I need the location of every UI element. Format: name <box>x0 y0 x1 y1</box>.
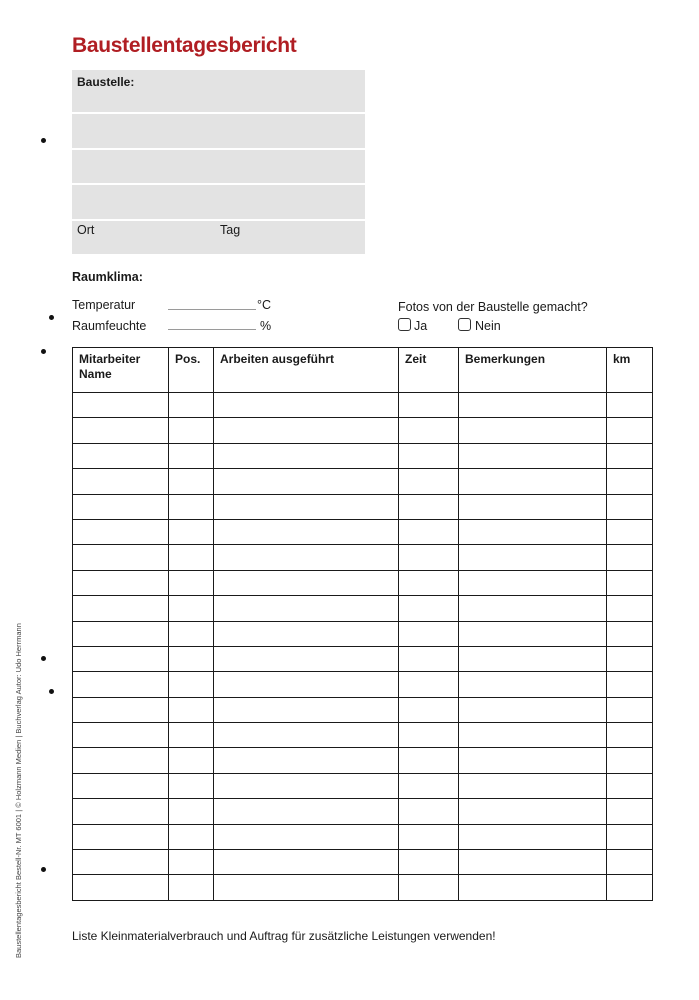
table-row <box>73 672 653 697</box>
cell-time[interactable] <box>399 469 459 494</box>
table-body <box>73 393 653 901</box>
cell-work-done[interactable] <box>214 697 399 722</box>
room-climate-label: Raumklima: <box>72 270 143 284</box>
footer-note: Liste Kleinmaterialverbrauch und Auftrag für zusätzliche Leistungen verwenden! <box>72 929 496 943</box>
punch-hole <box>41 138 46 143</box>
cell-employee-name[interactable] <box>73 672 169 697</box>
cell-work-done[interactable] <box>214 748 399 773</box>
site-field-row-3[interactable] <box>72 150 365 183</box>
cell-remarks[interactable] <box>459 672 607 697</box>
cell-employee-name[interactable] <box>73 723 169 748</box>
table-row <box>73 697 653 722</box>
cell-remarks[interactable] <box>459 393 607 418</box>
cell-km[interactable] <box>607 672 653 697</box>
cell-position[interactable] <box>169 875 214 900</box>
table-row <box>73 621 653 646</box>
cell-work-done[interactable] <box>214 519 399 544</box>
site-info-box <box>72 70 365 254</box>
punch-hole <box>41 349 46 354</box>
cell-km[interactable] <box>607 773 653 798</box>
cell-position[interactable] <box>169 469 214 494</box>
cell-position[interactable] <box>169 494 214 519</box>
humidity-input-line[interactable] <box>168 329 256 330</box>
cell-employee-name[interactable] <box>73 748 169 773</box>
cell-position[interactable] <box>169 748 214 773</box>
cell-remarks[interactable] <box>459 443 607 468</box>
cell-employee-name[interactable] <box>73 570 169 595</box>
page-title: Baustellentagesbericht <box>72 34 297 57</box>
cell-remarks[interactable] <box>459 596 607 621</box>
site-field-row-5[interactable] <box>72 221 365 254</box>
cell-work-done[interactable] <box>214 723 399 748</box>
cell-remarks[interactable] <box>459 773 607 798</box>
cell-position[interactable] <box>169 850 214 875</box>
column-header-time: Zeit <box>399 348 459 393</box>
cell-km[interactable] <box>607 697 653 722</box>
table-row <box>73 570 653 595</box>
cell-time[interactable] <box>399 545 459 570</box>
cell-time[interactable] <box>399 697 459 722</box>
cell-employee-name[interactable] <box>73 697 169 722</box>
cell-work-done[interactable] <box>214 469 399 494</box>
table-row <box>73 723 653 748</box>
site-field-row-2[interactable] <box>72 114 365 148</box>
table-row <box>73 850 653 875</box>
temperature-unit: °C <box>257 298 272 312</box>
cell-work-done[interactable] <box>214 799 399 824</box>
cell-time[interactable] <box>399 723 459 748</box>
cell-employee-name[interactable] <box>73 824 169 849</box>
cell-work-done[interactable] <box>214 773 399 798</box>
photos-no-checkbox[interactable] <box>458 318 471 331</box>
punch-hole <box>49 315 54 320</box>
cell-position[interactable] <box>169 393 214 418</box>
cell-time[interactable] <box>399 418 459 443</box>
cell-work-done[interactable] <box>214 393 399 418</box>
site-label: Baustelle: <box>77 75 135 89</box>
cell-position[interactable] <box>169 596 214 621</box>
cell-position[interactable] <box>169 570 214 595</box>
cell-work-done[interactable] <box>214 875 399 900</box>
cell-employee-name[interactable] <box>73 443 169 468</box>
cell-employee-name[interactable] <box>73 469 169 494</box>
cell-position[interactable] <box>169 697 214 722</box>
cell-position[interactable] <box>169 824 214 849</box>
cell-time[interactable] <box>399 875 459 900</box>
cell-work-done[interactable] <box>214 646 399 671</box>
table-row <box>73 799 653 824</box>
cell-remarks[interactable] <box>459 469 607 494</box>
table-row <box>73 875 653 900</box>
table-row <box>73 748 653 773</box>
table-row <box>73 469 653 494</box>
cell-position[interactable] <box>169 646 214 671</box>
cell-work-done[interactable] <box>214 418 399 443</box>
table-row <box>73 824 653 849</box>
photos-yes-checkbox[interactable] <box>398 318 411 331</box>
punch-hole <box>49 689 54 694</box>
table-row <box>73 773 653 798</box>
cell-employee-name[interactable] <box>73 875 169 900</box>
table-row <box>73 646 653 671</box>
site-field-row-4[interactable] <box>72 185 365 219</box>
cell-km[interactable] <box>607 723 653 748</box>
cell-time[interactable] <box>399 646 459 671</box>
day-label: Tag <box>220 223 241 237</box>
photos-question: Fotos von der Baustelle gemacht? <box>398 300 588 314</box>
cell-remarks[interactable] <box>459 697 607 722</box>
cell-position[interactable] <box>169 799 214 824</box>
table-header-row <box>73 348 653 393</box>
cell-km[interactable] <box>607 850 653 875</box>
cell-km[interactable] <box>607 393 653 418</box>
cell-time[interactable] <box>399 621 459 646</box>
cell-km[interactable] <box>607 570 653 595</box>
cell-position[interactable] <box>169 773 214 798</box>
cell-km[interactable] <box>607 875 653 900</box>
temperature-input-line[interactable] <box>168 309 256 310</box>
cell-remarks[interactable] <box>459 519 607 544</box>
photos-yes-label: Ja <box>414 319 428 333</box>
cell-time[interactable] <box>399 748 459 773</box>
cell-work-done[interactable] <box>214 545 399 570</box>
cell-km[interactable] <box>607 621 653 646</box>
cell-time[interactable] <box>399 443 459 468</box>
cell-km[interactable] <box>607 443 653 468</box>
table-row <box>73 443 653 468</box>
cell-employee-name[interactable] <box>73 418 169 443</box>
cell-time[interactable] <box>399 773 459 798</box>
cell-employee-name[interactable] <box>73 850 169 875</box>
cell-km[interactable] <box>607 494 653 519</box>
cell-km[interactable] <box>607 646 653 671</box>
cell-position[interactable] <box>169 621 214 646</box>
work-report-table <box>72 347 653 901</box>
cell-position[interactable] <box>169 723 214 748</box>
cell-position[interactable] <box>169 443 214 468</box>
humidity-label: Raumfeuchte <box>72 319 147 333</box>
cell-remarks[interactable] <box>459 418 607 443</box>
cell-employee-name[interactable] <box>73 393 169 418</box>
place-label: Ort <box>77 223 95 237</box>
cell-remarks[interactable] <box>459 570 607 595</box>
table-row <box>73 418 653 443</box>
photos-no-label: Nein <box>475 319 501 333</box>
table-row <box>73 393 653 418</box>
cell-employee-name[interactable] <box>73 596 169 621</box>
temperature-label: Temperatur <box>72 298 136 312</box>
cell-time[interactable] <box>399 850 459 875</box>
cell-remarks[interactable] <box>459 850 607 875</box>
table-row <box>73 494 653 519</box>
cell-km[interactable] <box>607 596 653 621</box>
cell-employee-name[interactable] <box>73 519 169 544</box>
punch-hole <box>41 656 46 661</box>
cell-km[interactable] <box>607 545 653 570</box>
cell-employee-name[interactable] <box>73 621 169 646</box>
cell-km[interactable] <box>607 519 653 544</box>
table-row <box>73 545 653 570</box>
cell-km[interactable] <box>607 799 653 824</box>
cell-position[interactable] <box>169 519 214 544</box>
cell-time[interactable] <box>399 672 459 697</box>
cell-employee-name[interactable] <box>73 545 169 570</box>
cell-time[interactable] <box>399 519 459 544</box>
cell-employee-name[interactable] <box>73 773 169 798</box>
cell-employee-name[interactable] <box>73 799 169 824</box>
cell-employee-name[interactable] <box>73 646 169 671</box>
column-header-km: km <box>607 348 653 393</box>
cell-remarks[interactable] <box>459 799 607 824</box>
cell-km[interactable] <box>607 469 653 494</box>
cell-remarks[interactable] <box>459 646 607 671</box>
cell-time[interactable] <box>399 494 459 519</box>
punch-hole <box>41 867 46 872</box>
cell-time[interactable] <box>399 824 459 849</box>
cell-time[interactable] <box>399 393 459 418</box>
cell-work-done[interactable] <box>214 672 399 697</box>
cell-position[interactable] <box>169 545 214 570</box>
cell-work-done[interactable] <box>214 850 399 875</box>
cell-time[interactable] <box>399 570 459 595</box>
cell-km[interactable] <box>607 418 653 443</box>
column-header-position: Pos. <box>169 348 214 393</box>
humidity-unit: % <box>260 319 272 333</box>
cell-work-done[interactable] <box>214 443 399 468</box>
cell-remarks[interactable] <box>459 875 607 900</box>
cell-time[interactable] <box>399 799 459 824</box>
cell-remarks[interactable] <box>459 824 607 849</box>
cell-remarks[interactable] <box>459 723 607 748</box>
cell-km[interactable] <box>607 824 653 849</box>
column-header-employee-name: Mitarbeiter Name <box>73 348 169 393</box>
table-row <box>73 519 653 544</box>
cell-work-done[interactable] <box>214 570 399 595</box>
cell-position[interactable] <box>169 418 214 443</box>
cell-position[interactable] <box>169 672 214 697</box>
cell-remarks[interactable] <box>459 545 607 570</box>
cell-employee-name[interactable] <box>73 494 169 519</box>
cell-time[interactable] <box>399 596 459 621</box>
column-header-remarks: Bemerkungen <box>459 348 607 393</box>
cell-remarks[interactable] <box>459 748 607 773</box>
cell-work-done[interactable] <box>214 494 399 519</box>
cell-work-done[interactable] <box>214 824 399 849</box>
cell-remarks[interactable] <box>459 621 607 646</box>
cell-remarks[interactable] <box>459 494 607 519</box>
side-imprint-text: Baustellentagesbericht Bestell-Nr. MT 6001 | © Holzmann Medien | Buchverlag Autor: Udo Herrmann <box>14 623 23 958</box>
cell-work-done[interactable] <box>214 596 399 621</box>
cell-work-done[interactable] <box>214 621 399 646</box>
column-header-work-done: Arbeiten ausgeführt <box>214 348 399 393</box>
cell-km[interactable] <box>607 748 653 773</box>
table-row <box>73 596 653 621</box>
